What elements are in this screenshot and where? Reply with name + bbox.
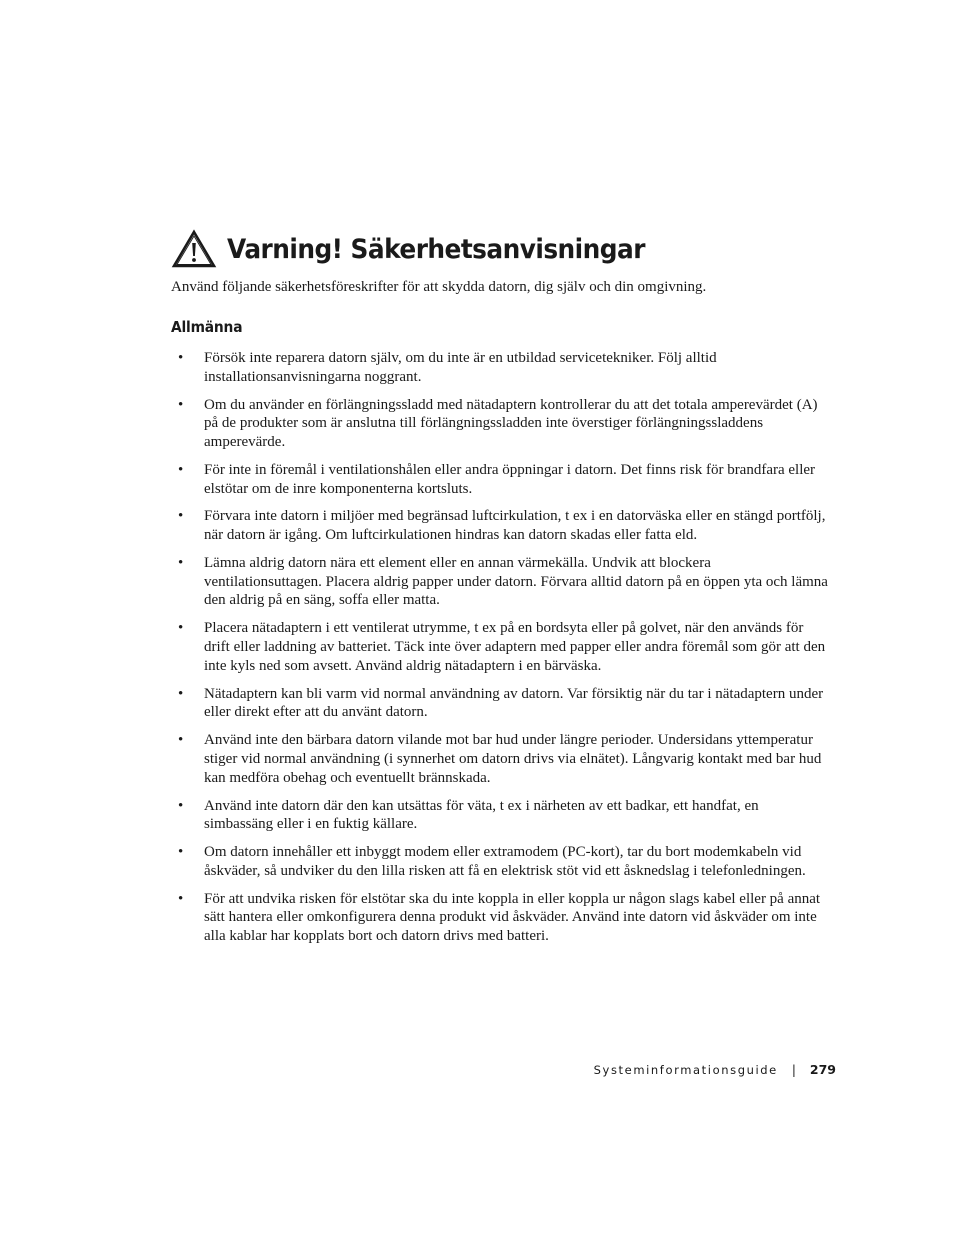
page-footer xyxy=(594,1062,836,1077)
list-item xyxy=(171,890,831,946)
list-item xyxy=(171,797,831,834)
list-item-text: Använd inte den bärbara datorn vilande mot bar hud under längre perioder. Undersidans yttemperatur stiger vid normal användning (i synnerhet om datorn drivs via elnätet). Långvarig kontakt med bar hud kan medföra obehag och eventuellt brännskada. xyxy=(204,732,822,786)
bullet-symbol: • xyxy=(178,396,184,413)
section-heading: Allmänna xyxy=(171,318,243,336)
bullet-symbol: • xyxy=(178,555,184,572)
list-item xyxy=(171,619,831,675)
list-item-text: Lämna aldrig datorn nära ett element eller en annan värmekälla. Undvik att blockera ventilationsuttagen. Placera aldrig papper under datorn. Förvara alltid datorn på en öppen yta och lämna den aldrig på en säng, soffa eller matta. xyxy=(204,555,828,609)
list-item-text: Använd inte datorn där den kan utsättas för väta, t ex i närheten av ett badkar, ett handfat, en simbassäng eller i en fuktig källare. xyxy=(204,797,759,833)
intro-paragraph: Använd följande säkerhetsföreskrifter för att skydda datorn, dig själv och din omgivning. xyxy=(171,279,707,295)
bullet-symbol: • xyxy=(178,890,184,907)
list-item xyxy=(171,349,831,386)
footer-guide-title: Systeminformationsguide xyxy=(593,1062,778,1077)
bullet-symbol: • xyxy=(178,461,184,478)
bullet-symbol: • xyxy=(178,732,184,749)
list-item xyxy=(171,461,831,498)
page-title: Varning! Säkerhetsanvisningar xyxy=(227,233,645,265)
bullet-symbol: • xyxy=(178,685,184,702)
list-item xyxy=(171,685,831,722)
list-item-text: För inte in föremål i ventilationshålen eller andra öppningar i datorn. Det finns risk för brandfara eller elstötar om de inre komponenterna kortsluts. xyxy=(204,461,816,497)
list-item-text: Om datorn innehåller ett inbyggt modem eller extramodem (PC-kort), tar du bort modemkabeln vid åskväder, så undviker du den lilla risken att få en elektrisk stöt vid ett åsknedslag i telefonledningen. xyxy=(204,844,806,879)
page-heading xyxy=(171,228,681,270)
list-item-text: För att undvika risken för elstötar ska du inte koppla in eller koppla ur någon slags kabel eller på annat sätt hantera eller omkonfigurera denna produkt vid åskväder. Använd inte datorn vid åskväder om inte alla kablar har kopplats bort och datorn drivs med batteri. xyxy=(204,890,821,945)
safety-list xyxy=(171,349,831,955)
list-item xyxy=(171,731,831,787)
list-item-text: Placera nätadaptern i ett ventilerat utrymme, t ex på en bordsyta eller på golvet, när den används för drift eller laddning av batteriet. Täck inte över adaptern med papper eller andra föremål som gör att den inte kyls ned som avsett. Använd aldrig nätadaptern i en bärväska. xyxy=(204,620,826,674)
bullet-symbol: • xyxy=(178,797,184,814)
footer-separator: | xyxy=(791,1062,796,1077)
bullet-symbol: • xyxy=(178,508,184,525)
list-item-text: Om du använder en förlängningssladd med nätadaptern kontrollerar du att det totala amperevärdet (A) på de produkter som är anslutna till förlängningssladden inte överstiger förlängningssladdens amperevärde. xyxy=(204,396,818,450)
list-item xyxy=(171,843,831,880)
list-item xyxy=(171,507,831,544)
bullet-symbol: • xyxy=(178,350,184,366)
warning-triangle-icon xyxy=(171,229,217,269)
list-item-text: Förvara inte datorn i miljöer med begränsad luftcirkulation, t ex i en datorväska eller en stängd portfölj, när datorn är igång. Om luftcirkulationen hindras kan datorn skadas eller fatta eld. xyxy=(204,508,826,544)
bullet-symbol: • xyxy=(178,620,184,637)
list-item-text: Nätadaptern kan bli varm vid normal användning av datorn. Var försiktig när du tar i nätadaptern under eller direkt efter att du använt datorn. xyxy=(204,685,824,721)
list-item xyxy=(171,554,831,610)
page-number: 279 xyxy=(809,1062,836,1077)
list-item xyxy=(171,396,831,452)
bullet-symbol: • xyxy=(178,844,184,861)
list-item-text: Försök inte reparera datorn själv, om du inte är en utbildad servicetekniker. Följ alltid installationsanvisningarna noggrant. xyxy=(204,350,717,385)
